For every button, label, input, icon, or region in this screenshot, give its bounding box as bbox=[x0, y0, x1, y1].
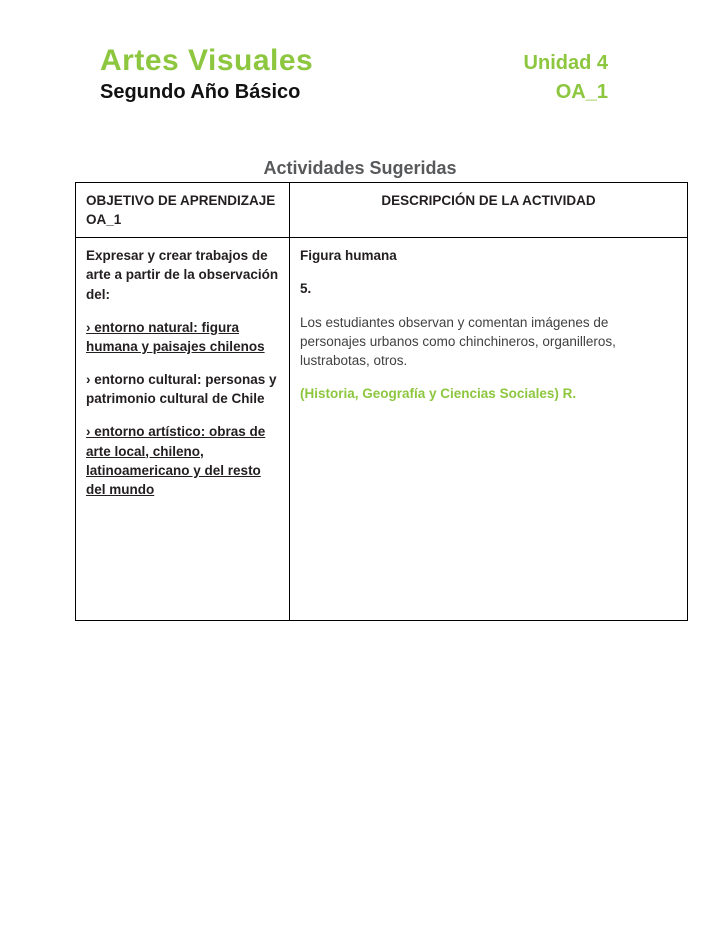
header-right bbox=[524, 44, 608, 104]
activity-title: Figura humana bbox=[300, 248, 397, 264]
description-cell bbox=[290, 238, 688, 621]
table-header-row bbox=[76, 183, 688, 238]
description-column-header: DESCRIPCIÓN DE LA ACTIVIDAD bbox=[290, 183, 688, 238]
objective-item-natural: › entorno natural: figura humana y paisajes chilenos bbox=[86, 319, 265, 354]
section-title: Actividades Sugeridas bbox=[263, 158, 457, 178]
header-left bbox=[100, 44, 313, 104]
objective-column-header: OBJETIVO DE APRENDIZAJE OA_1 bbox=[76, 183, 290, 238]
objective-item-artistico: › entorno artístico: obras de arte local, chileno, latinoamericano y del resto del mundo bbox=[86, 424, 266, 497]
objective-cell bbox=[76, 238, 290, 621]
oa-label: OA_1 bbox=[555, 81, 608, 103]
course-title: Artes Visuales bbox=[100, 44, 314, 77]
activity-description: Los estudiantes observan y comentan imágenes de personajes urbanos como chinchineros, organilleros, lustrabotas, otros. bbox=[300, 314, 616, 368]
table-body-row bbox=[76, 238, 688, 621]
objective-item-cultural: › entorno cultural: personas y patrimonio cultural de Chile bbox=[86, 372, 277, 407]
course-grade: Segundo Año Básico bbox=[100, 81, 301, 103]
activities-table bbox=[75, 182, 688, 621]
unit-label: Unidad 4 bbox=[523, 52, 608, 74]
activity-number: 5. bbox=[300, 281, 312, 297]
objective-intro: Expresar y crear trabajos de arte a partir de la observación del: bbox=[86, 248, 279, 302]
activity-subject-note: (Historia, Geografía y Ciencias Sociales) R. bbox=[300, 386, 577, 402]
document-header bbox=[0, 0, 720, 104]
